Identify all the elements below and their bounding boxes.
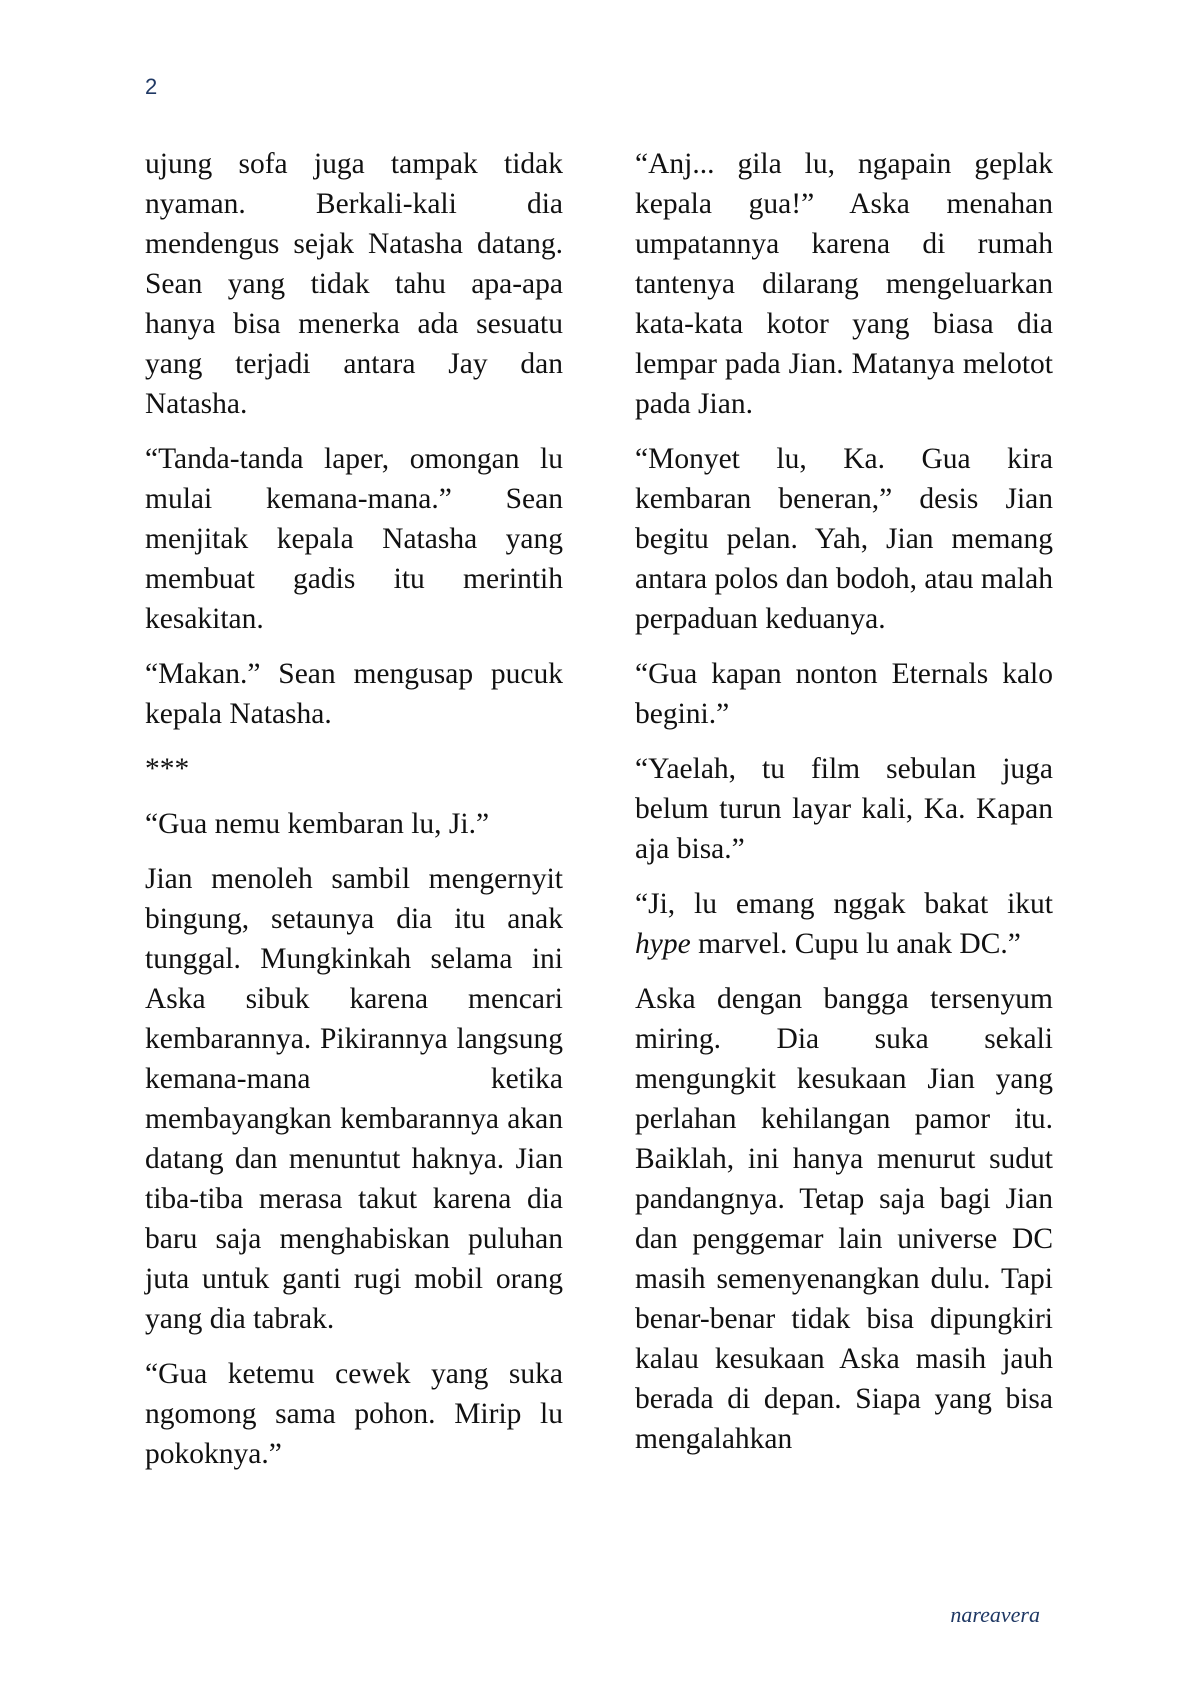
paragraph: Aska dengan bangga tersenyum miring. Dia suka sekali mengungkit kesukaan Jian yang perlahan kehilangan pamor itu. Baiklah, ini hanya menurut sudut pandangnya. Tetap saja bagi Jian dan penggemar lain universe DC masih semenyenangkan dulu. Tapi benar-benar tidak bisa dipungkiri kalau kesukaan Aska masih jauh berada di depan. Siapa yang bisa mengalahkan <box>635 983 1053 1455</box>
footer-brand: nareavera <box>950 1602 1040 1627</box>
paragraph-with-italic <box>635 884 1053 964</box>
text-before: “Ji, lu emang nggak bakat ikut <box>635 888 1053 920</box>
paragraph: “Anj... gila lu, ngapain geplak kepala gua!” Aska menahan umpatannya karena di rumah tantenya dilarang mengeluarkan kata-kata kotor yang biasa dia lempar pada Jian. Matanya melotot pada Jian. <box>635 148 1053 420</box>
paragraph: “Monyet lu, Ka. Gua kira kembaran beneran,” desis Jian begitu pelan. Yah, Jian memang antara polos dan bodoh, atau malah perpaduan keduanya. <box>635 443 1053 635</box>
paragraph: “Gua nemu kembaran lu, Ji.” <box>145 808 490 840</box>
paragraph: “Yaelah, tu film sebulan juga belum turun layar kali, Ka. Kapan aja bisa.” <box>635 753 1053 865</box>
scene-break: *** <box>145 753 190 785</box>
page-number: 2 <box>145 74 158 99</box>
left-column <box>145 144 563 1489</box>
paragraph: “Tanda-tanda laper, omongan lu mulai kemana-mana.” Sean menjitak kepala Natasha yang membuat gadis itu merintih kesakitan. <box>145 443 563 635</box>
paragraph: “Makan.” Sean mengusap pucuk kepala Natasha. <box>145 658 563 730</box>
paragraph: Jian menoleh sambil mengernyit bingung, setaunya dia itu anak tunggal. Mungkinkah selama ini Aska sibuk karena mencari kembarannya. Pikirannya langsung kemana-mana ketika membayangkan kembarannya akan datang dan menuntut haknya. Jian tiba-tiba merasa takut karena dia baru saja menghabiskan puluhan juta untuk ganti rugi mobil orang yang dia tabrak. <box>145 863 563 1335</box>
text-after: marvel. Cupu lu anak DC.” <box>690 928 1021 960</box>
right-column <box>635 144 1053 1474</box>
paragraph: “Gua ketemu cewek yang suka ngomong sama pohon. Mirip lu pokoknya.” <box>145 1358 563 1470</box>
paragraph: “Gua kapan nonton Eternals kalo begini.” <box>635 658 1053 730</box>
italic-word: hype <box>635 928 691 960</box>
paragraph: ujung sofa juga tampak tidak nyaman. Berkali-kali dia mendengus sejak Natasha datang. Sean yang tidak tahu apa-apa hanya bisa menerka ada sesuatu yang terjadi antara Jay dan Natasha. <box>145 148 563 420</box>
